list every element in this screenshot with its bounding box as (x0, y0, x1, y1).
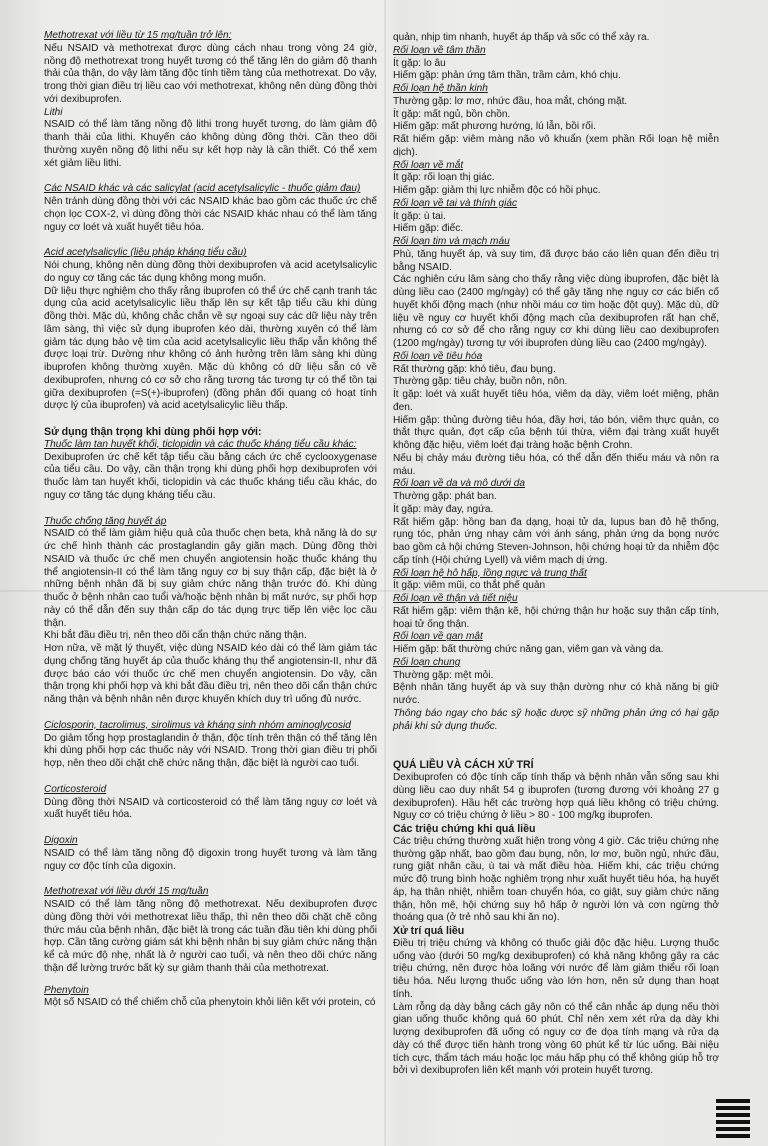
paragraph: quản, nhịp tim nhanh, huyết áp thấp và sốc có thể xảy ra. (393, 32, 650, 43)
paragraph: Các triệu chứng thường xuất hiện trong vòng 4 giờ. Các triệu chứng nhẹ thường gặp nhất, bao gồm đau bụng, nôn, lơ mơ, buồn ngủ, nhức đầu, rung giật nhãn cầu, ù tai và mất điều hòa. Hiếm khi, các triệu chứng mức độ trung bình hoặc nghiêm trọng như xuất huyết tiêu hóa, hạ huyết áp, hạ thân nhiệt, nhiễm toan chuyển hóa, co giật, suy giảm chức năng thận, hôn mê, hội chứng suy hô hấp ở người lớn và cơn ngừng thở thoáng qua (ở trẻ nhỏ sau khi ăn no). (393, 835, 719, 924)
section-title-lithi: Lithi (44, 106, 63, 118)
list-item: Thường gặp: tiêu chảy, buồn nôn, nôn. (393, 376, 568, 388)
right-column (393, 32, 719, 1078)
list-item: Thường gặp: mệt mỏi. (393, 669, 494, 681)
list-item: Hiếm gặp: phản ứng tâm thần, trầm cảm, khó chịu. (393, 70, 621, 82)
paragraph: Điều trị triệu chứng và không có thuốc giải độc đặc hiệu. Lượng thuốc uống vào (dưới 50 mg/kg dexibuprofen) có khả năng không gây ra các triệu chứng, nên được hòa loãng với nước để làm giảm thiểu rối loạn tiêu hóa. Nếu lượng thuốc uống vào lớn hơn, nên sử dụng than hoạt tính. (393, 937, 719, 1000)
section-heading-symptoms: Các triệu chứng khi quá liều (393, 823, 536, 835)
paragraph: Dexibuprofen có độc tính cấp tính thấp và bệnh nhân vẫn sống sau khi dùng liều cao duy nhất 54 g ibuprofen (tương đương với khoảng 27 g dexibuprofen). Hầu hết các trường hợp quá liều không có triệu chứng. Nguy cơ có triệu chứng ở liều > 80 - 100 mg/kg ibuprofen. (393, 772, 719, 822)
section-title-ciclosporin: Ciclosporin, tacrolimus, sirolimus và kháng sinh nhóm aminoglycosid (44, 719, 351, 731)
section-title-liver: Rối loạn về gan mật (393, 631, 483, 643)
section-title-nsaid-salicylat: Các NSAID khác và các salicylat (acid acetylsalicylic - thuốc giảm đau) (44, 183, 361, 195)
section-title-gastro: Rối loạn về tiêu hóa (393, 350, 483, 362)
list-item: Hiếm gặp: thủng đường tiêu hóa, đầy hơi, táo bón, viêm thực quản, co thắt thực quản, đợt cấp của bệnh túi thừa, viêm đại tràng xuất huyết không đặc hiệu, viêm loét đại tràng hoặc bệnh Crohn. (393, 414, 719, 451)
paragraph: Nên tránh dùng đồng thời với các NSAID khác bao gồm các thuốc ức chế chọn lọc COX-2, vì dùng đồng thời các NSAID khác nhau có thể làm tăng nguy cơ loét và xuất huyết tiêu hóa. (44, 196, 377, 233)
section-title-digoxin: Digoxin (44, 835, 78, 846)
report-note: Thông báo ngay cho bác sỹ hoặc dược sỹ những phản ứng có hại gặp phải khi sử dụng thuốc. (393, 707, 719, 732)
section-title-eye: Rối loạn về mắt (393, 159, 464, 171)
list-item: Ít gặp: ù tai. (393, 210, 446, 222)
list-item: Hiếm gặp: giảm thị lực nhiễm độc có hồi phục. (393, 185, 601, 196)
paragraph: NSAID có thể làm tăng nồng độ lithi trong huyết tương, do làm giảm độ thanh thải của lithi. Khuyến cáo không dùng đồng thời. Cần theo dõi thường xuyên nồng độ lithi nếu sự kết hợp này là cần thiết. Có thể xem xét giảm liều lithi. (44, 119, 377, 169)
list-item: Ít gặp: loét và xuất huyết tiêu hóa, viêm dạ dày, viêm loét miệng, phân đen. (393, 389, 719, 413)
section-title-ear: Rối loạn về tai và thính giác (393, 197, 518, 209)
list-item: Rất hiếm gặp: viêm thận kẽ, hội chứng thận hư hoặc suy thận cấp tính, hoại tử ống thận. (393, 605, 719, 630)
list-item: Rất hiếm gặp: viêm màng não vô khuẩn (xem phần Rối loạn hệ miễn dịch). (393, 134, 719, 158)
paragraph: Khi bắt đầu điều trị, nên theo dõi cẩn thận chức năng thận. (44, 630, 307, 642)
section-title-corticosteroid: Corticosteroid (44, 783, 107, 795)
section-title-antiplatelet: Thuốc làm tan huyết khối, ticlopidin và các thuốc kháng tiểu cầu khác: (44, 438, 357, 450)
paragraph: Một số NSAID có thể chiếm chỗ của phenytoin khỏi liên kết với protein, có (44, 997, 376, 1009)
section-heading-treatment: Xử trí quá liều (393, 925, 465, 937)
paragraph: NSAID có thể làm tăng nồng độ digoxin trong huyết tương và làm tăng nguy cơ độc tính của digoxin. (44, 847, 377, 872)
section-heading-overdose: QUÁ LIỀU VÀ CÁCH XỬ TRÍ (393, 759, 534, 772)
paragraph: Do giảm tổng hợp prostaglandin ở thận, độc tính trên thận có thể tăng lên khi dùng phối hợp các thuốc này với NSAID. Trong thời gian điều trị phối hợp, nên theo dõi chặt chẽ chức năng thận, đặc biệt là người cao tuổi. (44, 732, 377, 769)
list-item: Thường gặp: lơ mơ, nhức đầu, hoa mắt, chóng mặt. (393, 95, 628, 107)
paragraph: Dùng đồng thời NSAID và corticosteroid có thể làm tăng nguy cơ loét và xuất huyết tiêu hóa. (44, 796, 377, 821)
list-item: Hiếm gặp: bất thường chức năng gan, viêm gan và vàng da. (393, 644, 664, 655)
list-item: Hiếm gặp: điếc. (393, 223, 464, 235)
list-item: Ít gặp: lo âu (393, 57, 446, 69)
left-column (44, 30, 377, 1010)
section-title-general: Rối loạn chung (393, 656, 461, 668)
paragraph: Nếu NSAID và methotrexat được dùng cách nhau trong vòng 24 giờ, nồng độ methotrexat trong huyết tương có thể tăng lên do giảm độ thanh thải của thận, do vậy làm tăng độc tính tiềm tàng của methotrexat. Do vậy, trong thời gian điều trị liều cao với methotrexat, không nên dùng đồng thời với dexibuprofen. (44, 42, 377, 105)
section-title-phenytoin: Phenytoin (44, 984, 89, 996)
section-title-methotrexat-low: Methotrexat với liều dưới 15 mg/tuần (44, 886, 209, 898)
list-item: Ít gặp: rối loạn thị giác. (393, 172, 495, 184)
list-item: Ít gặp: mất ngủ, bồn chồn. (393, 108, 511, 120)
paragraph: Các nghiên cứu lâm sàng cho thấy rằng việc dùng ibuprofen, đặc biệt là dùng liều cao (2400 mg/ngày) có thể gây tăng nhẹ nguy cơ các biến cố huyết khối động mạch (như nhồi máu cơ tim hoặc đột quỵ). Mặc dù, dữ liệu về nguy cơ huyết khối động mạch của dexibuprofen rất hạn chế, nhưng có cơ sở để cho rằng nguy cơ khi dùng liều cao dexibuprofen (1200 mg/ngày) tương tự với ibuprofen dùng liều cao (2400 mg/ngày). (393, 274, 719, 349)
list-item: Rất thường gặp: khó tiêu, đau bụng. (393, 363, 556, 375)
section-title-renal: Rối loạn về thận và tiết niệu (393, 593, 518, 604)
list-item: Nếu bị chảy máu đường tiêu hóa, có thể dẫn đến thiếu máu và nôn ra máu. (393, 452, 719, 477)
paragraph: NSAID có thể làm giảm hiệu quả của thuốc chẹn beta, khả năng là do sự ức chế hình thành các prostaglandin gây giãn mạch. Dùng đồng thời NSAID và thuốc ức chế men chuyển angiotensin hoặc thuốc kháng thụ thể angiotensin-II có thể làm tăng nguy cơ bị suy thận cấp, đặc biệt là ở những bệnh nhân đã bị suy giảm chức năng thận trước đó. Khi dùng thuốc ở bệnh nhân cao tuổi và/hoặc bệnh nhân bị mất nước, sự phối hợp này có thể dẫn đến suy thận cấp do tác dụng trực tiếp lên việc lọc cầu thận. (44, 528, 377, 629)
paragraph: Phù, tăng huyết áp, và suy tim, đã được báo cáo liên quan đến điều trị bằng NSAID. (393, 248, 719, 273)
list-item: Hiếm gặp: mất phương hướng, lú lẫn, bồi rối. (393, 121, 596, 133)
paragraph: Nói chung, không nên dùng đồng thời dexibuprofen và acid acetylsalicylic do nguy cơ tăng các tác dụng không mong muốn. (44, 260, 377, 284)
section-title-acid-acetylsalicylic: Acid acetylsalicylic (liệu pháp kháng tiểu cầu) (44, 247, 247, 259)
list-item: Thường gặp: phát ban. (393, 491, 497, 502)
section-title-antihypertensive: Thuốc chống tăng huyết áp (44, 515, 167, 527)
list-item: Ít gặp: mày đay, ngứa. (393, 503, 494, 515)
section-title-methotrexat-high: Methotrexat với liều từ 15 mg/tuần trở lên: (44, 30, 232, 41)
section-title-cardiac: Rối loạn tim và mạch máu (393, 236, 510, 247)
section-title-psychiatric: Rối loạn về tâm thần (393, 44, 486, 56)
paragraph: Dữ liệu thực nghiệm cho thấy rằng ibuprofen có thể ức chế cạnh tranh tác dụng của acid acetylsalicylic liều thấp lên sự kết tập tiểu cầu khi dùng đồng thời. Mặc dù, không chắc chắn về sự ngoại suy các dữ liệu này trên lâm sàng, thì việc sử dụng ibuprofen kéo dài, thường xuyên có thể làm giảm tác dụng bảo vệ tim của acid acetylsalicylic liều thấp vẫn không thể được loại trừ. Dường như không có ảnh hưởng trên lâm sàng khi dùng ibuprofen không thường xuyên. Mặc dù không có dữ liệu sẵn có về dexibuprofen, nhưng có cơ sở cho rằng tương tác tương tự có thể tồn tại giữa dexibuprofen (=S(+)-ibuprofen) (đồng phân đối quang có hoạt tính dược lý của ibuprofen) và acid acetylsalicylic liều thấp. (44, 285, 377, 412)
list-item: Rất hiếm gặp: hồng ban đa dạng, hoại tử da, lupus ban đỏ hệ thống, rụng tóc, phản ứng nhạy cảm với ánh sáng, phản ứng da bọng nước bao gồm cả hội chứng Steven-Johnson, hội chứng hoại tử da nhiễm độc cấp tính (Hội chứng Lyell) và viêm mạch dị ứng. (393, 516, 719, 566)
section-title-skin: Rối loạn về da và mô dưới da (393, 478, 526, 490)
section-title-nervous: Rối loạn hệ thần kinh (393, 83, 488, 94)
print-marks (716, 1096, 750, 1138)
page-fold (384, 0, 386, 1146)
paragraph: Làm rỗng dạ dày bằng cách gây nôn có thể cân nhắc áp dụng nếu thời gian uống thuốc không quá 60 phút. Chỉ nên xem xét rửa dạ dày khi lượng dexibuprofen đã uống có nguy cơ đe dọa tính mạng và rửa dạ dày có thể được tiến hành trong vòng 60 phút kể từ lúc uống. Bài niệu tích cực, thẩm tách máu hoặc lọc máu hấp phụ có thể không giúp hỗ trợ bởi vì dexibuprofen liên kết mạnh với protein huyết tương. (393, 1001, 719, 1077)
section-title-respiratory: Rối loạn hệ hô hấp, lồng ngực và trung thất (393, 567, 587, 579)
paragraph: Dexibuprofen ức chế kết tập tiểu cầu bằng cách ức chế cyclooxygenase của tiểu cầu. Do vậy, cần thận trọng khi dùng phối hợp dexibuprofen với thuốc làm tan huyết khối, ticlopidin và các thuốc kháng tiểu cầu khác, do nguy cơ tăng tác dụng kháng tiểu cầu. (44, 451, 377, 501)
paragraph: NSAID có thể làm tăng nồng độ methotrexat. Nếu dexibuprofen được dùng đồng thời với methotrexat liều thấp, thì nên theo dõi chặt chẽ công thức máu của bệnh nhân, đặc biệt là trong các tuần đầu tiên khi dùng phối hợp. Cần tăng cường giám sát khi bệnh nhân bị suy giảm chức năng thận kể cả mức độ nhẹ, nhất là ở người cao tuổi, và nên theo dõi chức năng thận để lường trước bất kỳ sự giảm thanh thải của methotrexat. (44, 899, 377, 974)
list-item: Bệnh nhân tăng huyết áp và suy thận dường như có khả năng bị giữ nước. (393, 682, 719, 706)
section-heading-caution: Sử dụng thận trọng khi dùng phối hợp với: (44, 426, 262, 438)
paragraph: Hơn nữa, về mặt lý thuyết, việc dùng NSAID kéo dài có thể làm giảm tác dụng chống tăng huyết áp của thuốc kháng thụ thể angiotensin-II, như đã được báo cáo với thuốc ức chế men chuyển angiotensin. Do vậy, cần thận trọng khi phối hợp và khi bắt đầu điều trị, nên theo dõi cẩn thận chức năng thận và bệnh nhân nên được khuyến khích duy trì uống đủ nước. (44, 643, 377, 705)
list-item: Ít gặp: viêm mũi, co thắt phế quản (393, 580, 546, 592)
